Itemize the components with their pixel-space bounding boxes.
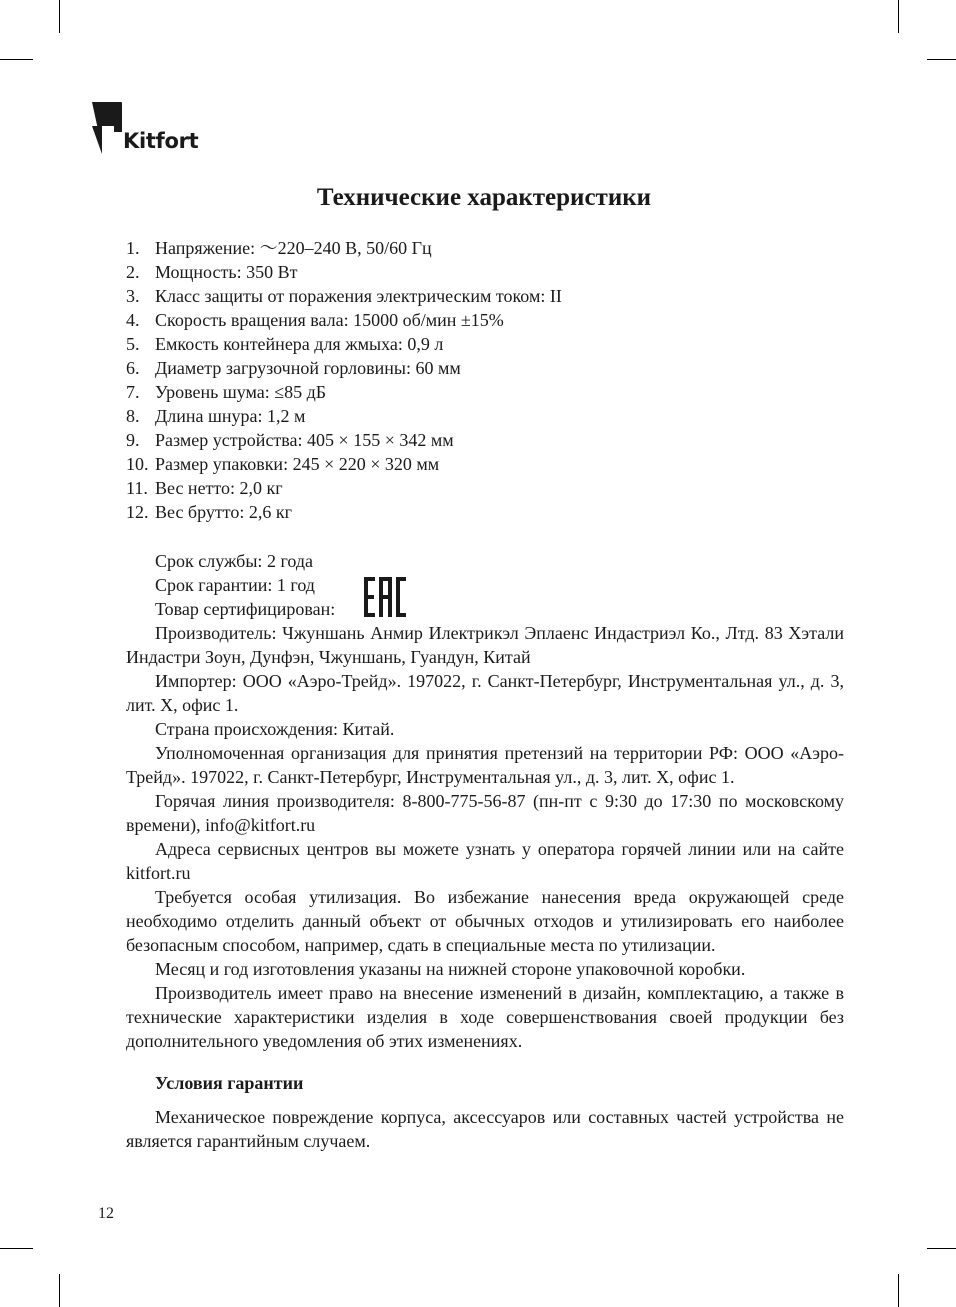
certified-label: Товар сертифицирован: [155,599,336,619]
list-item-number: 7. [126,382,140,402]
manufacture-date-info: Месяц и год изготовления указаны на нижней стороне упаковочной коробки. [155,959,746,979]
list-item-number: 5. [126,334,140,354]
list-item [126,452,562,476]
crop-mark [59,1274,60,1307]
list-item-text: Диаметр загрузочной горловины: 60 мм [155,358,461,378]
crop-mark [59,0,60,33]
list-item [126,308,562,332]
list-item-text: Класс защиты от поражения электрическим током: II [155,286,562,306]
list-item-text: Напряжение: ～220–240 В, 50/60 Гц [155,238,432,258]
list-item [126,428,562,452]
list-item-text: Емкость контейнера для жмыха: 0,9 л [155,334,444,354]
list-item [126,332,562,356]
service-life: Срок службы: 2 года [155,551,314,571]
list-item-number: 9. [126,430,140,450]
page-title: Технические характеристики [316,184,652,211]
certification-block [126,549,844,621]
list-item [126,380,562,404]
changes-notice: Производитель имеет право на внесение изменений в дизайн, комплектацию, а также в технические характеристики изделия в ходе совершенствования своей продукции без дополнительного уведомления об этих изменениях. [126,983,844,1051]
list-item [126,500,562,524]
list-item-text: Размер устройства: 405 × 155 × 342 мм [155,430,454,450]
list-item-number: 12. [126,502,149,522]
list-item-number: 10. [126,454,149,474]
crop-mark [898,1274,899,1307]
brand-logo [92,102,202,154]
page-number: 12 [98,1205,114,1222]
hotline-info: Горячая линия производителя: 8-800-775-56-87 (пн-пт с 9:30 до 17:30 по московскому времени), info@kitfort.ru [126,791,844,835]
brand-name: Kitfort [123,129,199,153]
list-item [126,356,562,380]
list-item-text: Уровень шума: ≤85 дБ [155,382,327,402]
product-info [126,549,844,1153]
list-item [126,284,562,308]
list-item-number: 2. [126,262,140,282]
kitfort-logo-icon [92,102,122,154]
authorized-organization: Уполномоченная организация для принятия претензий на территории РФ: ООО «Аэро-Трейд». 197022, г. Санкт-Петербург, Инструментальная ул., д. 3, лит. Х, офис 1. [126,743,844,787]
list-item [126,476,562,500]
list-item-text: Размер упаковки: 245 × 220 × 320 мм [155,454,440,474]
crop-mark [927,1248,956,1249]
list-item-text: Скорость вращения вала: 15000 об/мин ±15% [155,310,504,330]
importer-info: Импортер: ООО «Аэро-Трейд». 197022, г. Санкт-Петербург, Инструментальная ул., д. 3, лит. Х, офис 1. [126,671,844,715]
eac-mark-icon [364,577,406,617]
crop-mark [898,0,899,33]
list-item-number: 4. [126,310,140,330]
country-of-origin: Страна происхождения: Китай. [155,719,395,739]
warranty-term: Срок гарантии: 1 год [155,575,315,595]
list-item-number: 6. [126,358,140,378]
warranty-text: Механическое повреждение корпуса, аксессуаров или составных частей устройства не является гарантийным случаем. [126,1107,844,1151]
list-item-text: Вес брутто: 2,6 кг [155,502,292,522]
list-item-number: 1. [126,238,140,258]
list-item-number: 8. [126,406,140,426]
warranty-section-title: Условия гарантии [155,1073,304,1093]
crop-mark [0,1248,33,1249]
list-item-number: 11. [126,478,148,498]
list-item-text: Вес нетто: 2,0 кг [155,478,283,498]
manufacturer-info: Производитель: Чжуншань Анмир Илектрикэл Эплаенс Индастриэл Ко., Лтд. 83 Хэтали Индастри Зоун, Дунфэн, Чжуншань, Гуандун, Китай [126,623,844,667]
crop-mark [927,59,956,60]
list-item-number: 3. [126,286,140,306]
list-item-text: Мощность: 350 Вт [155,262,298,282]
service-centers-info: Адреса сервисных центров вы можете узнать у оператора горячей линии или на сайте kitfort.ru [126,839,844,883]
list-item [126,236,562,260]
list-item-text: Длина шнура: 1,2 м [155,406,306,426]
list-item [126,404,562,428]
crop-mark [0,59,33,60]
spec-list [126,236,562,524]
list-item [126,260,562,284]
disposal-info: Требуется особая утилизация. Во избежание нанесения вреда окружающей среде необходимо отделить данный объект от обычных отходов и утилизировать его наиболее безопасным способом, например, сдать в специальные места по утилизации. [126,887,844,955]
